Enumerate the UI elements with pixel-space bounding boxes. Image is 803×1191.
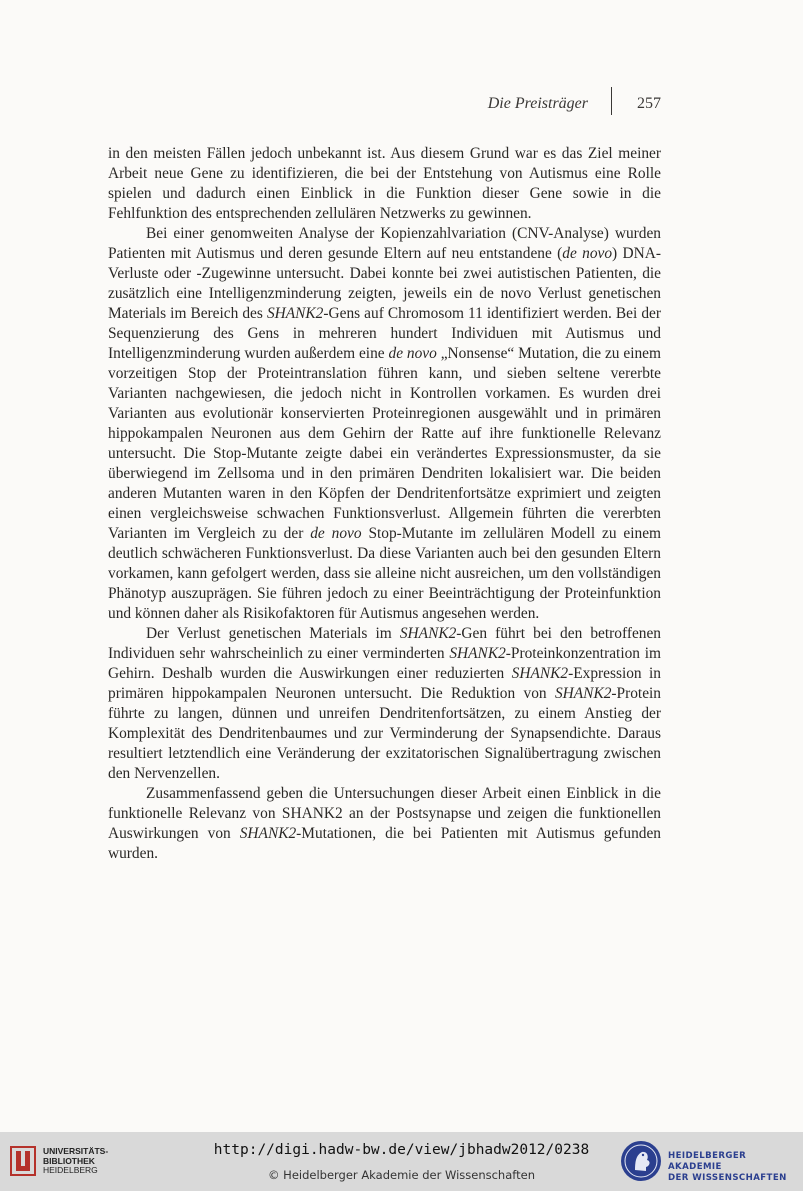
running-head-divider xyxy=(611,87,612,115)
paragraph-1: in den meisten Fällen jedoch unbekannt ist. Aus diesem Grund war es das Ziel meiner Arbeit neue Gene zu identifizieren, die bei der Entstehung von Autismus eine Rolle spielen und dadurch einen Einblick in die Funktion dieser Gene sowie in die Fehlfunktion des entsprechenden zellulären Netzwerks zu gewinnen. xyxy=(108,145,661,222)
paragraph-4: Zusammenfassend geben die Untersuchungen dieser Arbeit einen Einblick in die funktionelle Relevanz von SHANK2 an der Postsynapse und zeigen die funktionellen Auswirkungen von SHANK2-Mutationen, die bei Patienten mit Autismus gefunden wurden. xyxy=(108,785,661,862)
paragraph-3: Der Verlust genetischen Materials im SHANK2-Gen führt bei den betroffenen Individuen sehr wahrscheinlich zu einer verminderten SHANK2-Proteinkonzentration im Gehirn. Deshalb wurden die Auswirkungen einer reduzierten SHANK2-Expression in primären hippokampalen Neuronen untersucht. Die Reduktion von SHANK2-Protein führte zu langen, dünnen und unreifen Dendritenfortsätzen, zu einem Anstieg der Komplexität des Dendritenbaumes und zur Verminderung der Synapsendichte. Daraus resultiert letztendlich eine Veränderung der exzitatorischen Signalübertragung zwischen den Nervenzellen. xyxy=(108,625,662,782)
running-head xyxy=(0,95,803,119)
library-logo-text: UNIVERSITÄTS- BIBLIOTHEK HEIDELBERG xyxy=(43,1146,109,1175)
page-number: 257 xyxy=(637,95,661,112)
academy-logo[interactable] xyxy=(620,1140,800,1184)
academy-seal-icon xyxy=(620,1140,662,1182)
running-head-title: Die Preisträger xyxy=(487,95,588,112)
permalink-url[interactable]: http://digi.hadw-bw.de/view/jbhadw2012/0238 xyxy=(213,1142,590,1158)
footer-bar xyxy=(0,1132,803,1191)
copyright-notice: © Heidelberger Akademie der Wissenschaften xyxy=(268,1168,535,1182)
paragraph-2: Bei einer genomweiten Analyse der Kopienzahlvariation (CNV-Analyse) wurden Patienten mit Autismus und deren gesunde Eltern auf neu entstandene (de novo) DNA-Verluste oder -Zugewinne untersucht. Dabei konnte bei zwei autistischen Patienten, die zusätzlich eine Intelligenzminderung zeigten, jeweils ein de novo Verlust genetischen Materials im Bereich des SHANK2-Gens auf Chromosom 11 identifiziert werden. Bei der Sequenzierung des Gens in mehreren hundert Individuen mit Autismus und Intelligenzminderung wurden außerdem eine de novo „Nonsense“ Mutation, die zu einem vorzeitigen Stop der Proteintranslation führen kann, und sieben seltene vererbte Varianten nachgewiesen, die jedoch nicht in Kontrollen vorkamen. Es wurden drei Varianten aus evolutionär konservierten Proteinregionen ausgewählt und in primären hippokampalen Neuronen aus dem Gehirn der Ratte auf ihre funktionelle Relevanz untersucht. Die Stop-Mutante zeigte dabei ein verändertes Expressionsmuster, da sie überwiegend im Zellsoma und in den primären Dendriten lokalisiert war. Die beiden anderen Mutanten waren in den Köpfen der Dendritenfortsätze exprimiert und zeigten einen vergleichsweise schwachen Funktionsverlust. Allgemein führten die vererbten Varianten im Vergleich zu der de novo Stop-Mutante im zellulären Modell zu einem deutlich schwächeren Funktionsverlust. Da diese Varianten auch bei den gesunden Eltern vorkamen, kann gefolgert werden, dass sie alleine nicht ausreichen, um den vollständigen Phänotyp auszuprägen. Sie führen jedoch zu einer Beeinträchtigung der Proteinfunktion und können daher als Risikofaktoren für Autismus angesehen werden. xyxy=(108,225,662,622)
academy-logo-text: HEIDELBERGER AKADEMIE DER WISSENSCHAFTEN xyxy=(668,1151,787,1183)
body-text xyxy=(108,144,661,864)
